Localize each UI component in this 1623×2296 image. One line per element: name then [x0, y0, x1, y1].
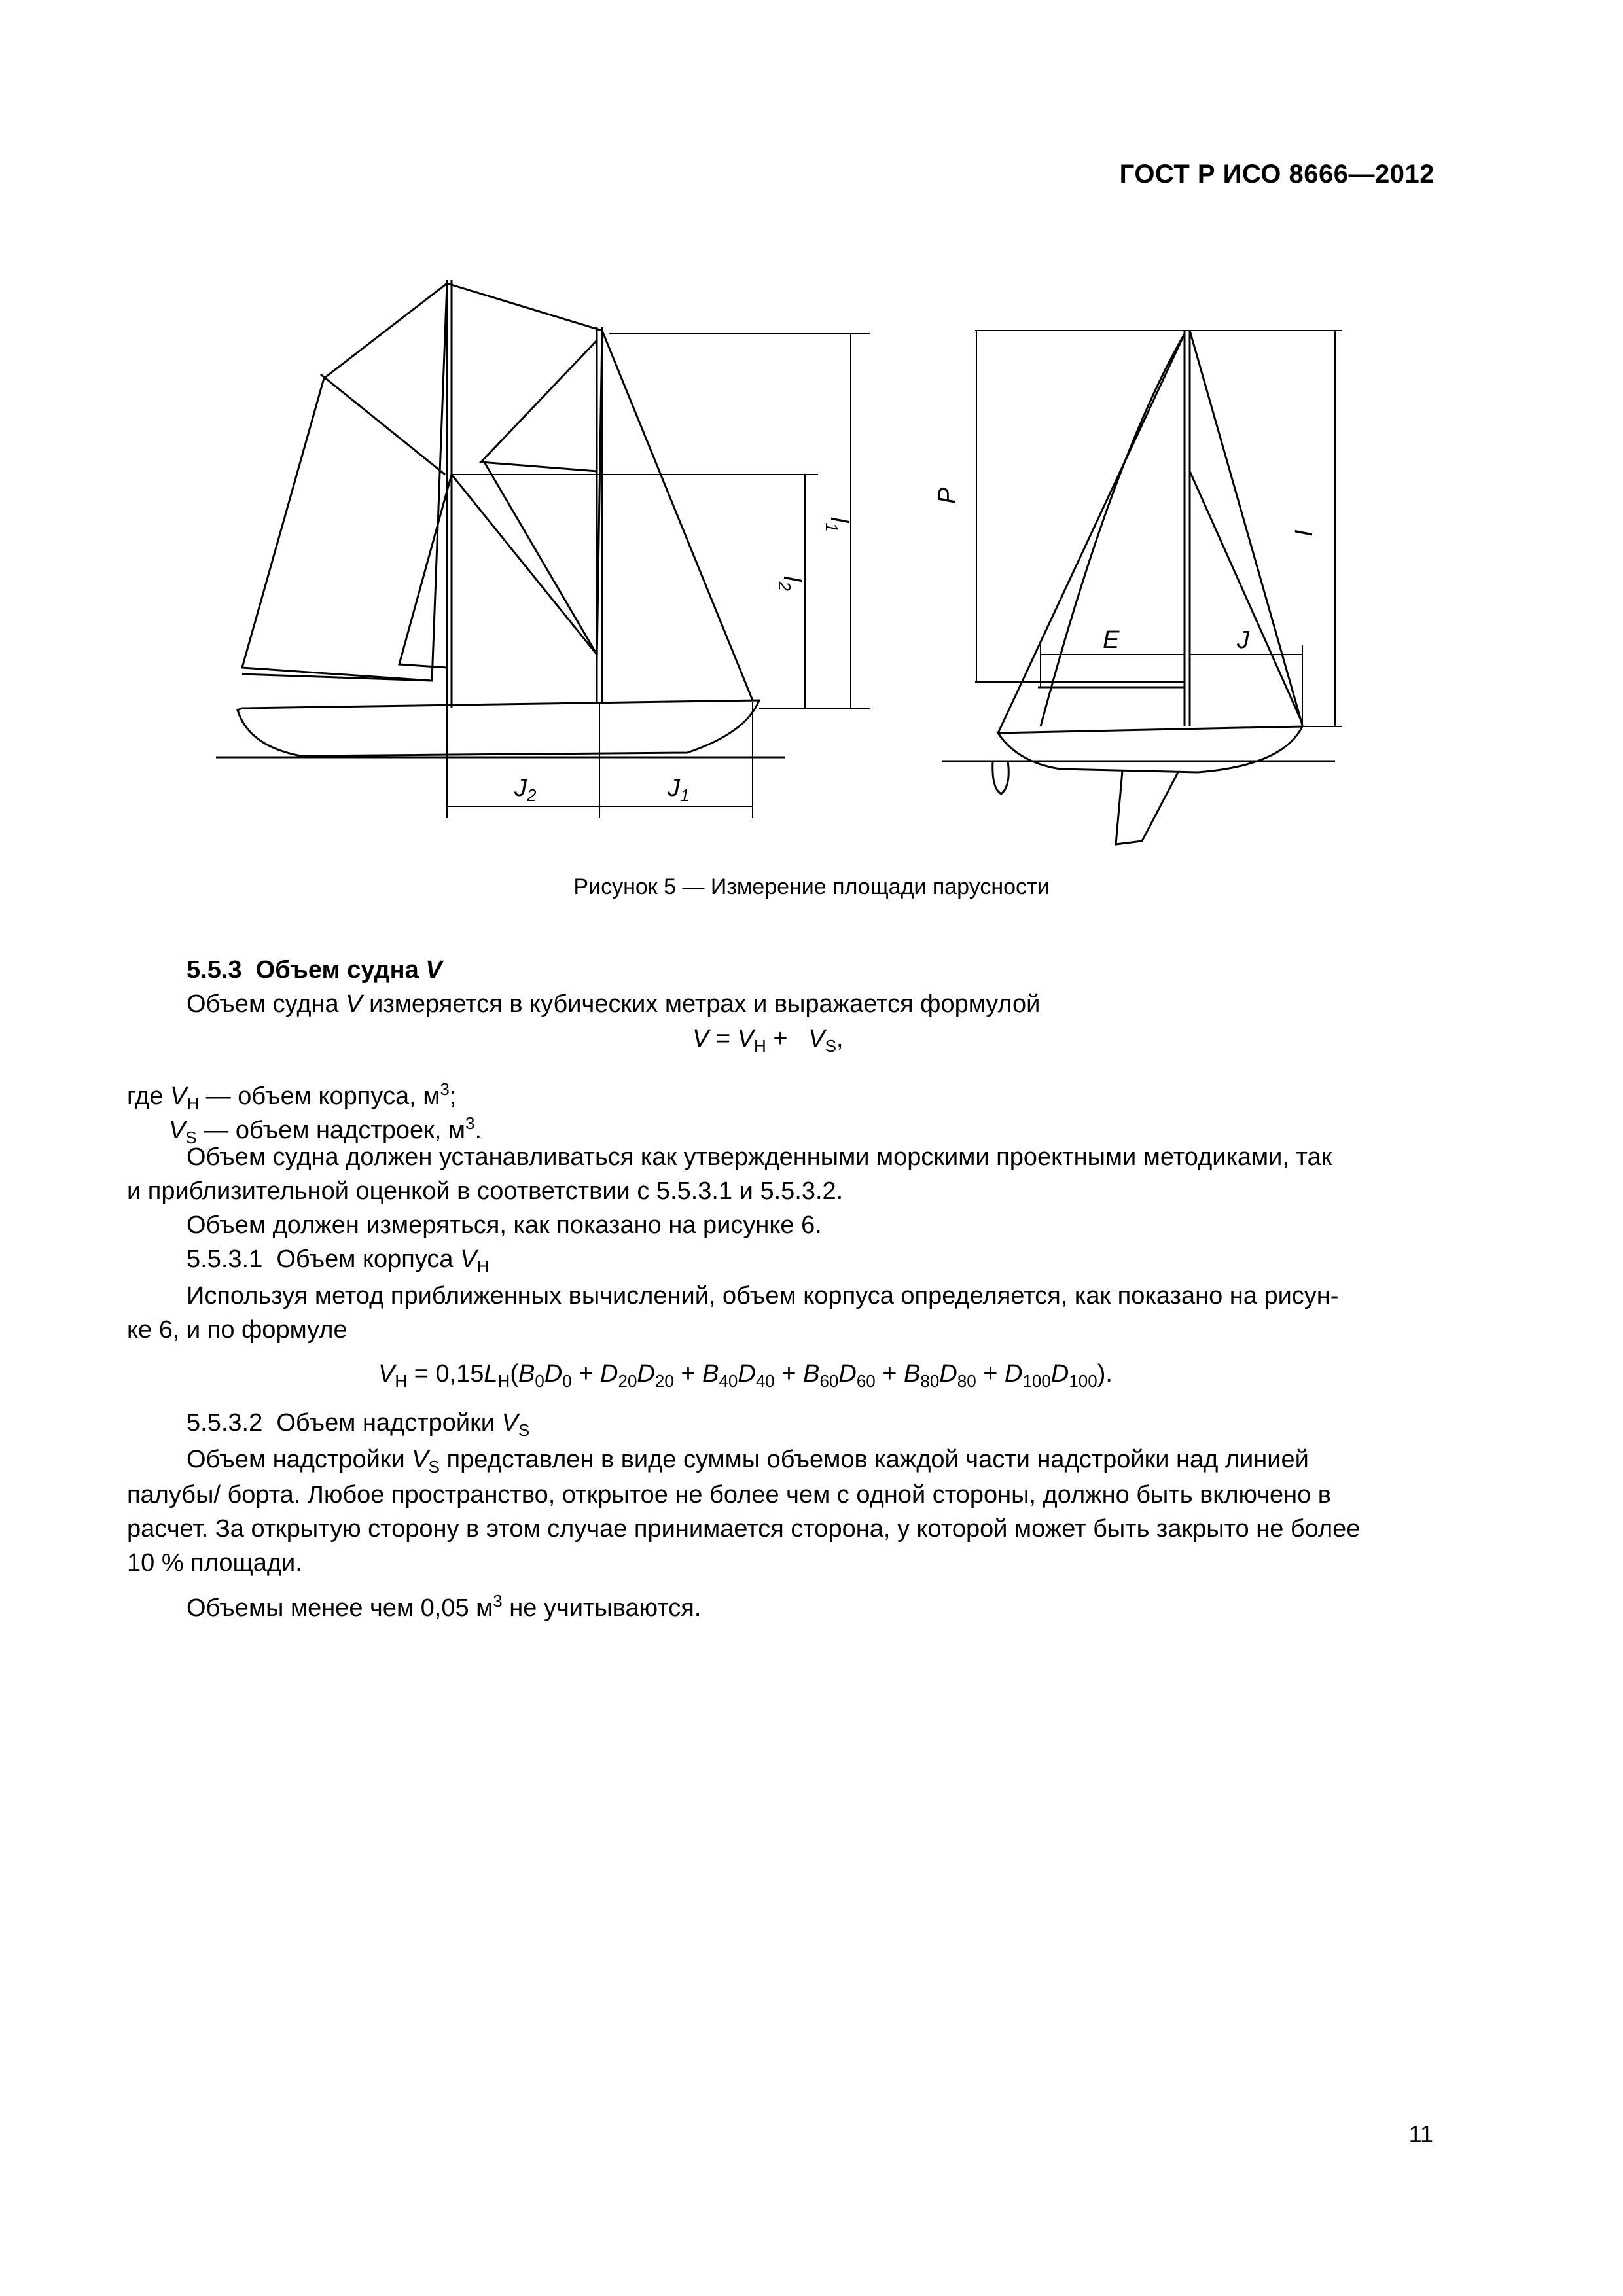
para1-line2: и приблизительной оценкой в соответствии с 5.5.3.1 и 5.5.3.2.	[127, 1177, 844, 1205]
para1-line1: Объем судна должен устанавливаться как утвержденными морскими проектными методиками, так	[187, 1143, 1332, 1171]
para3-line1: Используя метод приближенных вычислений, объем корпуса определяется, как показано на рисун-	[187, 1282, 1339, 1310]
main-sail	[399, 475, 452, 668]
sloop-hull	[998, 726, 1302, 772]
document-header: ГОСТ Р ИСО 8666—2012	[1119, 160, 1435, 188]
volume-formula: $V = V_H + V_S$,	[692, 1025, 844, 1056]
label-l2: $l_2$	[775, 576, 806, 591]
para4-line1: Объем надстройки $V_S$ представлен в виде суммы объемов каждой части надстройки над линией	[187, 1446, 1309, 1477]
para4-line3: расчет. За открытую сторону в этом случае принимается сторона, у которой может быть закрыто не более	[127, 1515, 1361, 1543]
definition-vh: где $V_H$ — объем корпуса, $м^3$;	[127, 1079, 457, 1113]
label-J2: $J_2$	[514, 774, 537, 805]
label-P: P	[934, 487, 961, 504]
keel	[1116, 771, 1178, 844]
para4-line2: палубы/ борта. Любое пространство, открытое не более чем с одной стороны, должно быть включено в	[127, 1481, 1331, 1509]
para4-line4: 10 % площади.	[127, 1549, 302, 1577]
para2: Объем должен измеряться, как показано на рисунке 6.	[187, 1211, 822, 1239]
sail-area-figure	[0, 0, 1623, 864]
mizzen-sail	[242, 283, 447, 681]
label-E: E	[1103, 626, 1120, 654]
hull-volume-formula: $V_H = 0,15L_H(B_0D_0 + D_{20}D_{20} + B_{40}D_{40} + B_{60}D_{60} + B_{80}D_{80} + D_{100}D_{100})$.	[378, 1360, 1113, 1391]
subsection-5-5-3-2: 5.5.3.2 Объем надстройки $V_S$	[187, 1409, 530, 1440]
para3-line2: ке 6, и по формуле	[127, 1316, 348, 1344]
figure-caption: Рисунок 5 — Измерение площади парусности	[573, 874, 1050, 899]
sloop-main	[1041, 334, 1185, 726]
definition-vs: $V_S$ — объем надстроек, $м^3$.	[169, 1113, 482, 1147]
rudder	[993, 761, 1008, 794]
para5: Объемы менее чем 0,05 $м^3$ не учитываются.	[187, 1591, 702, 1622]
intro-paragraph: Объем судна V измеряется в кубических метрах и выражается формулой	[187, 990, 1041, 1018]
section-heading: 5.5.3 Объем судна V	[187, 956, 442, 984]
subsection-5-5-3-1: 5.5.3.1 Объем корпуса $V_H$	[187, 1246, 490, 1276]
label-I: I	[1291, 529, 1318, 537]
label-J: J	[1237, 626, 1249, 654]
ketch-hull	[238, 700, 759, 756]
jib	[602, 331, 753, 700]
page-number: 11	[1408, 2121, 1433, 2147]
label-J1: $J_1$	[668, 774, 690, 805]
forestay	[1190, 331, 1302, 725]
label-l1: $l_1$	[822, 517, 853, 532]
